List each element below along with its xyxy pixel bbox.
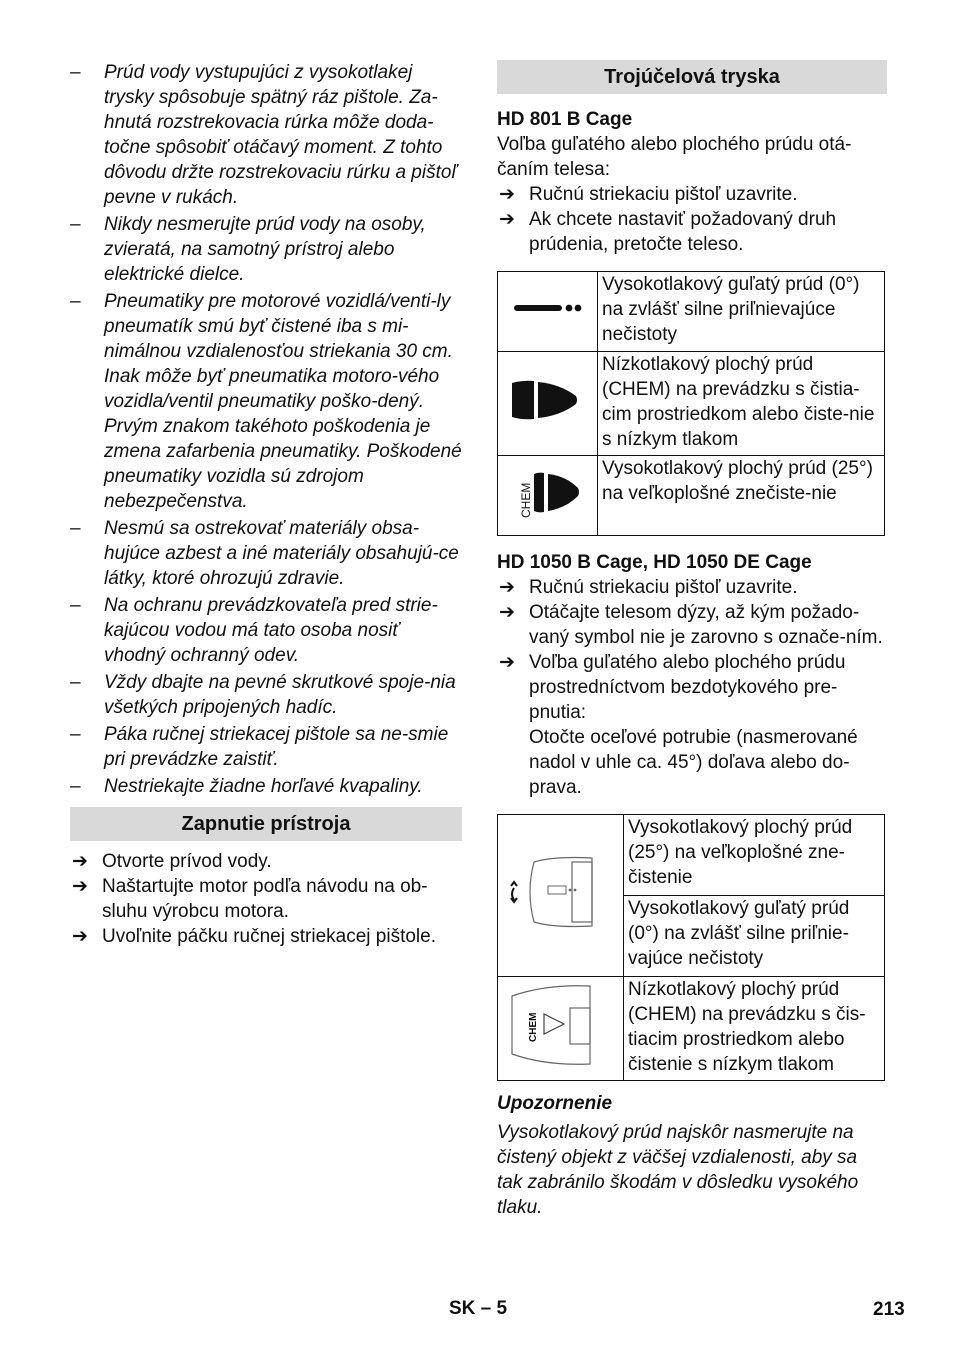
warning-text: Na ochranu prevádzkovateľa pred strie-kajúcou vodou má tato osoba nosiť vhodný ochranný odev. bbox=[104, 595, 438, 666]
warning-text: Páka ručnej striekacej pištole sa ne-smie pri prevádzke zaistiť. bbox=[104, 724, 449, 770]
table-cell: Nízkotlakový plochý prúd (CHEM) na prevádzku s čis-tiacim prostriedkom alebo čistenie s nízkym tlakom bbox=[624, 977, 885, 1081]
step-text: Uvoľnite páčku ručnej striekacej pištole. bbox=[102, 926, 436, 947]
footer-section-label: SK – 5 bbox=[449, 1298, 508, 1319]
dash-bullet: – bbox=[70, 214, 81, 235]
list-item bbox=[70, 289, 462, 514]
step-text: Ak chcete nastaviť požadovaný druh prúdenia, pretočte teleso. bbox=[529, 209, 837, 255]
flat-jet-high-symbol-icon bbox=[498, 352, 598, 456]
dash-bullet: – bbox=[70, 776, 81, 797]
intro-text: Voľba guľatého alebo plochého prúdu otá-čaním telesa: bbox=[497, 134, 852, 180]
dash-bullet: – bbox=[70, 291, 81, 312]
chem-symbol-label: CHEM bbox=[518, 482, 533, 518]
chem-symbol-label: CHEM bbox=[527, 1012, 539, 1042]
list-item bbox=[70, 774, 462, 799]
step-item bbox=[497, 207, 887, 257]
table-row bbox=[498, 352, 885, 456]
list-item bbox=[70, 722, 462, 772]
table-row bbox=[498, 815, 885, 896]
round-jet-symbol-icon bbox=[498, 272, 598, 352]
table-cell: Nízkotlakový plochý prúd (CHEM) na prevádzku s čistia-cim prostriedkom alebo čiste-nie s nízkym tlakom bbox=[598, 352, 885, 456]
step-text: Ručnú striekaciu pištoľ uzavrite. bbox=[529, 184, 798, 205]
dash-bullet: – bbox=[70, 518, 81, 539]
sub-paragraph: Otočte oceľové potrubie (nasmerované nadol v uhle ca. 45°) doľava alebo do-prava. bbox=[529, 727, 858, 798]
step-item bbox=[497, 575, 887, 600]
list-item bbox=[70, 593, 462, 668]
step-item bbox=[497, 182, 887, 207]
arrow-right-icon: ➔ bbox=[499, 209, 515, 230]
arrow-right-icon: ➔ bbox=[72, 851, 88, 872]
step-text: Naštartujte motor podľa návodu na ob-sluhu výrobcu motora. bbox=[102, 876, 428, 922]
note-text: Vysokotlakový prúd najskôr nasmerujte na čistený objekt z väčšej vzdialenosti, aby sa tak zabránilo škodám v dôsledku vysokého tlaku. bbox=[497, 1122, 859, 1218]
step-item bbox=[497, 600, 887, 650]
safety-list bbox=[70, 60, 462, 799]
list-item bbox=[70, 670, 462, 720]
warning-text: Nikdy nesmerujte prúd vody na osoby, zvieratá, na samotný prístroj alebo elektrické dielce. bbox=[104, 214, 426, 285]
jet-symbol-table bbox=[497, 271, 885, 536]
step-item bbox=[497, 650, 887, 725]
model-heading: HD 1050 B Cage, HD 1050 DE Cage bbox=[497, 552, 812, 573]
page-number: 213 bbox=[873, 1299, 905, 1320]
warning-text: Nestriekajte žiadne horľavé kvapaliny. bbox=[104, 776, 423, 797]
table-cell: Vysokotlakový guľatý prúd (0°) na zvlášť silne priľnievajúce nečistoty bbox=[598, 272, 885, 352]
step-text: Otvorte prívod vody. bbox=[102, 851, 272, 872]
dash-bullet: – bbox=[70, 672, 81, 693]
section-heading-nozzle: Trojúčelová tryska bbox=[497, 60, 887, 94]
step-text: Ručnú striekaciu pištoľ uzavrite. bbox=[529, 577, 798, 598]
arrow-right-icon: ➔ bbox=[499, 602, 515, 623]
warning-text: Vždy dbajte na pevné skrutkové spoje-nia všetkých pripojených hadíc. bbox=[104, 672, 456, 718]
table-row bbox=[498, 977, 885, 1081]
warning-text: Pneumatiky pre motorové vozidlá/venti-ly pneumatík smú byť čistené iba s mi-nimálnou vzdialenosťou striekania 30 cm. Inak môže byť pneumatika motoro-vého vozidla/ventil pneumatiky poško-dený. Prvým znakom takéhoto poškodenia je zmena zafarbenia pneumatiky. Poškodené pneumatiky vozidla sú zdrojom nebezpečenstva. bbox=[104, 291, 462, 512]
list-item bbox=[70, 516, 462, 591]
step-item bbox=[70, 924, 462, 949]
table-row bbox=[498, 272, 885, 352]
step-item bbox=[70, 874, 462, 924]
arrow-right-icon: ➔ bbox=[72, 876, 88, 897]
list-item bbox=[70, 60, 462, 210]
dash-bullet: – bbox=[70, 595, 81, 616]
startup-steps bbox=[70, 849, 462, 949]
warning-text: Prúd vody vystupujúci z vysokotlakej trysky spôsobuje spätný ráz pištole. Za-hnutá rozstrekovacia rúrka môže doda-točne spôsobiť otáčavý moment. Z tohto dôvodu držte rozstrekovaciu rúrku a pištoľ pevne v rukách. bbox=[104, 62, 457, 208]
table-row bbox=[498, 456, 885, 536]
chem-flat-jet-symbol-icon bbox=[498, 456, 598, 536]
nozzle-rotate-icon bbox=[498, 815, 624, 977]
nozzle-chem-icon bbox=[498, 977, 624, 1081]
nozzle-position-table bbox=[497, 814, 885, 1081]
section-heading-startup: Zapnutie prístroja bbox=[70, 807, 462, 841]
arrow-right-icon: ➔ bbox=[499, 184, 515, 205]
note-title: Upozornenie bbox=[497, 1093, 613, 1114]
dash-bullet: – bbox=[70, 724, 81, 745]
right-column bbox=[497, 60, 887, 1220]
step-item bbox=[70, 849, 462, 874]
table-cell: Vysokotlakový plochý prúd (25°) na veľkoplošné znečiste-nie bbox=[598, 456, 885, 536]
arrow-right-icon: ➔ bbox=[72, 926, 88, 947]
warning-text: Nesmú sa ostrekovať materiály obsa-hujúce azbest a iné materiály obsahujú-ce látky, ktoré ohrozujú zdravie. bbox=[104, 518, 459, 589]
arrow-right-icon: ➔ bbox=[499, 652, 515, 673]
model-heading: HD 801 B Cage bbox=[497, 109, 633, 130]
table-cell: Vysokotlakový guľatý prúd (0°) na zvlášť silne priľnie-vajúce nečistoty bbox=[624, 896, 885, 977]
dash-bullet: – bbox=[70, 62, 81, 83]
left-column bbox=[70, 60, 462, 949]
list-item bbox=[70, 212, 462, 287]
step-text: Otáčajte telesom dýzy, až kým požado-vaný symbol nie je zarovno s označe-ním. bbox=[529, 602, 883, 648]
table-cell: Vysokotlakový plochý prúd (25°) na veľkoplošné zne-čistenie bbox=[624, 815, 885, 896]
arrow-right-icon: ➔ bbox=[499, 577, 515, 598]
step-text: Voľba guľatého alebo plochého prúdu prostredníctvom bezdotykového pre-pnutia: bbox=[529, 652, 846, 723]
